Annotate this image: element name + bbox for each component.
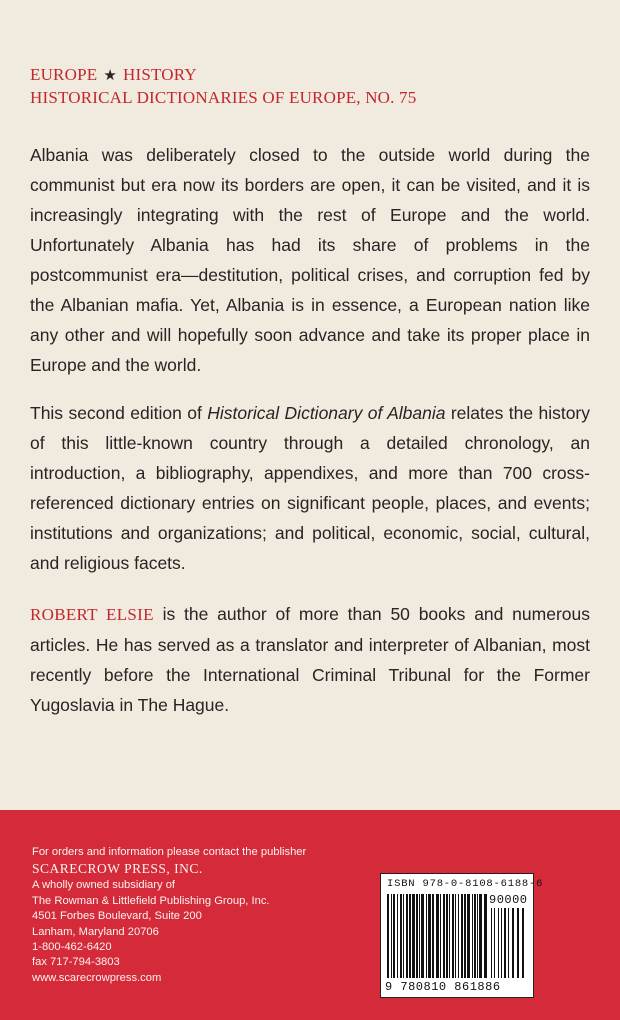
series-title: HISTORICAL DICTIONARIES OF EUROPE, NO. 75 — [30, 88, 417, 107]
barcode-bar — [452, 894, 454, 978]
barcode-bar — [409, 894, 411, 978]
barcode-bar — [446, 894, 448, 978]
barcode-addon-bar — [517, 908, 519, 978]
barcode-bar — [426, 894, 427, 978]
paragraph2-rest: relates the history of this little-known country through a detailed chronology, an introduction, a bibliography, appendixes, and more than 700 cross-referenced dictionary entries on significant people, places, and events; institutions and organizations; and political, economic, social, cultural, and religious facets. — [30, 403, 591, 573]
price-code: 90000 — [489, 893, 528, 907]
parent-company: The Rowman & Littlefield Publishing Group, Inc. — [32, 894, 270, 907]
barcode-addon-bar — [498, 908, 499, 978]
barcode-bar — [464, 894, 466, 978]
barcode-bar — [403, 894, 404, 978]
barcode-bar — [479, 894, 482, 978]
barcode-bar — [412, 894, 415, 978]
series-heading — [30, 64, 416, 109]
barcode-bar — [419, 894, 420, 978]
star-icon: ★ — [103, 68, 117, 84]
subsidiary-line: A wholly owned subsidiary of — [32, 879, 176, 892]
phone-number: 1-800-462-6420 — [32, 941, 112, 954]
publisher-panel — [0, 810, 620, 1020]
barcode-bar — [484, 894, 487, 978]
barcode-addon-bar — [501, 908, 502, 978]
barcode-bar — [449, 894, 450, 978]
barcode-bar — [432, 894, 434, 978]
address-line-2: Lanham, Maryland 20706 — [32, 925, 159, 938]
book-title: Historical Dictionary of Albania — [207, 403, 446, 423]
barcode-addon-bar — [522, 908, 524, 978]
barcode-addon-bar — [508, 908, 509, 978]
description-paragraph-2 — [30, 398, 590, 578]
publisher-name: SCARECROW PRESS, INC. — [32, 861, 203, 877]
barcode-bar — [436, 894, 439, 978]
series-subject-history: HISTORY — [122, 65, 197, 84]
series-subjects — [30, 64, 416, 87]
barcode-addon-bar — [512, 908, 514, 978]
barcode-bar — [393, 894, 395, 978]
barcode-bar — [400, 894, 402, 978]
barcode-bar — [387, 894, 389, 978]
barcode-bar — [406, 894, 408, 978]
fax-number: fax 717-794-3803 — [32, 956, 120, 969]
series-subject-europe: EUROPE — [30, 65, 98, 84]
address-line-1: 4501 Forbes Boulevard, Suite 200 — [32, 910, 202, 923]
barcode-addon-bar — [491, 908, 492, 978]
barcode-bar — [474, 894, 476, 978]
barcode-bar — [477, 894, 478, 978]
barcode-bar — [467, 894, 470, 978]
barcode-bar — [421, 894, 424, 978]
barcode-bar — [461, 894, 463, 978]
barcode-bar — [391, 894, 392, 978]
barcode-bar — [458, 894, 459, 978]
barcode-bar — [443, 894, 445, 978]
barcode-bar — [440, 894, 441, 978]
barcode-bar — [455, 894, 456, 978]
isbn-number: ISBN 978-0-8108-6188-6 — [387, 878, 544, 890]
barcode-bar — [472, 894, 473, 978]
barcode-bar — [397, 894, 398, 978]
author-name: ROBERT ELSIE — [30, 605, 154, 624]
barcode-addon-bar — [504, 908, 506, 978]
barcode-number: 9 780810 861886 — [385, 980, 501, 994]
barcode-bar — [428, 894, 431, 978]
contact-intro: For orders and information please contact the publisher — [32, 846, 307, 858]
author-bio — [30, 599, 590, 720]
publisher-contact — [32, 845, 306, 986]
barcode-bar — [416, 894, 418, 978]
barcode-bars — [385, 894, 529, 986]
description-paragraph-1: Albania was deliberately closed to the outside world during the communist but era now its borders are open, it can be visited, and it is increasingly integrating with the rest of Europe and the world. Unfortunately Albania has had its share of problems in the postcommunist era—destitution, political crises, and corruption fed by the Albanian mafia. Yet, Albania is in essence, a European nation like any other and will hopefully soon advance and take its proper place in Europe and the world. — [30, 145, 590, 375]
isbn-barcode — [380, 873, 544, 998]
paragraph2-lead: This second edition of — [30, 403, 208, 423]
author-bio-text: is the author of more than 50 books and numerous articles. He has served as a translator and interpreter of Albanian, most recently before the International Criminal Tribunal for the Former Yugoslavia in The Hague. — [30, 604, 590, 715]
barcode-addon-bar — [494, 908, 495, 978]
website-link[interactable]: www.scarecrowpress.com — [32, 971, 162, 984]
